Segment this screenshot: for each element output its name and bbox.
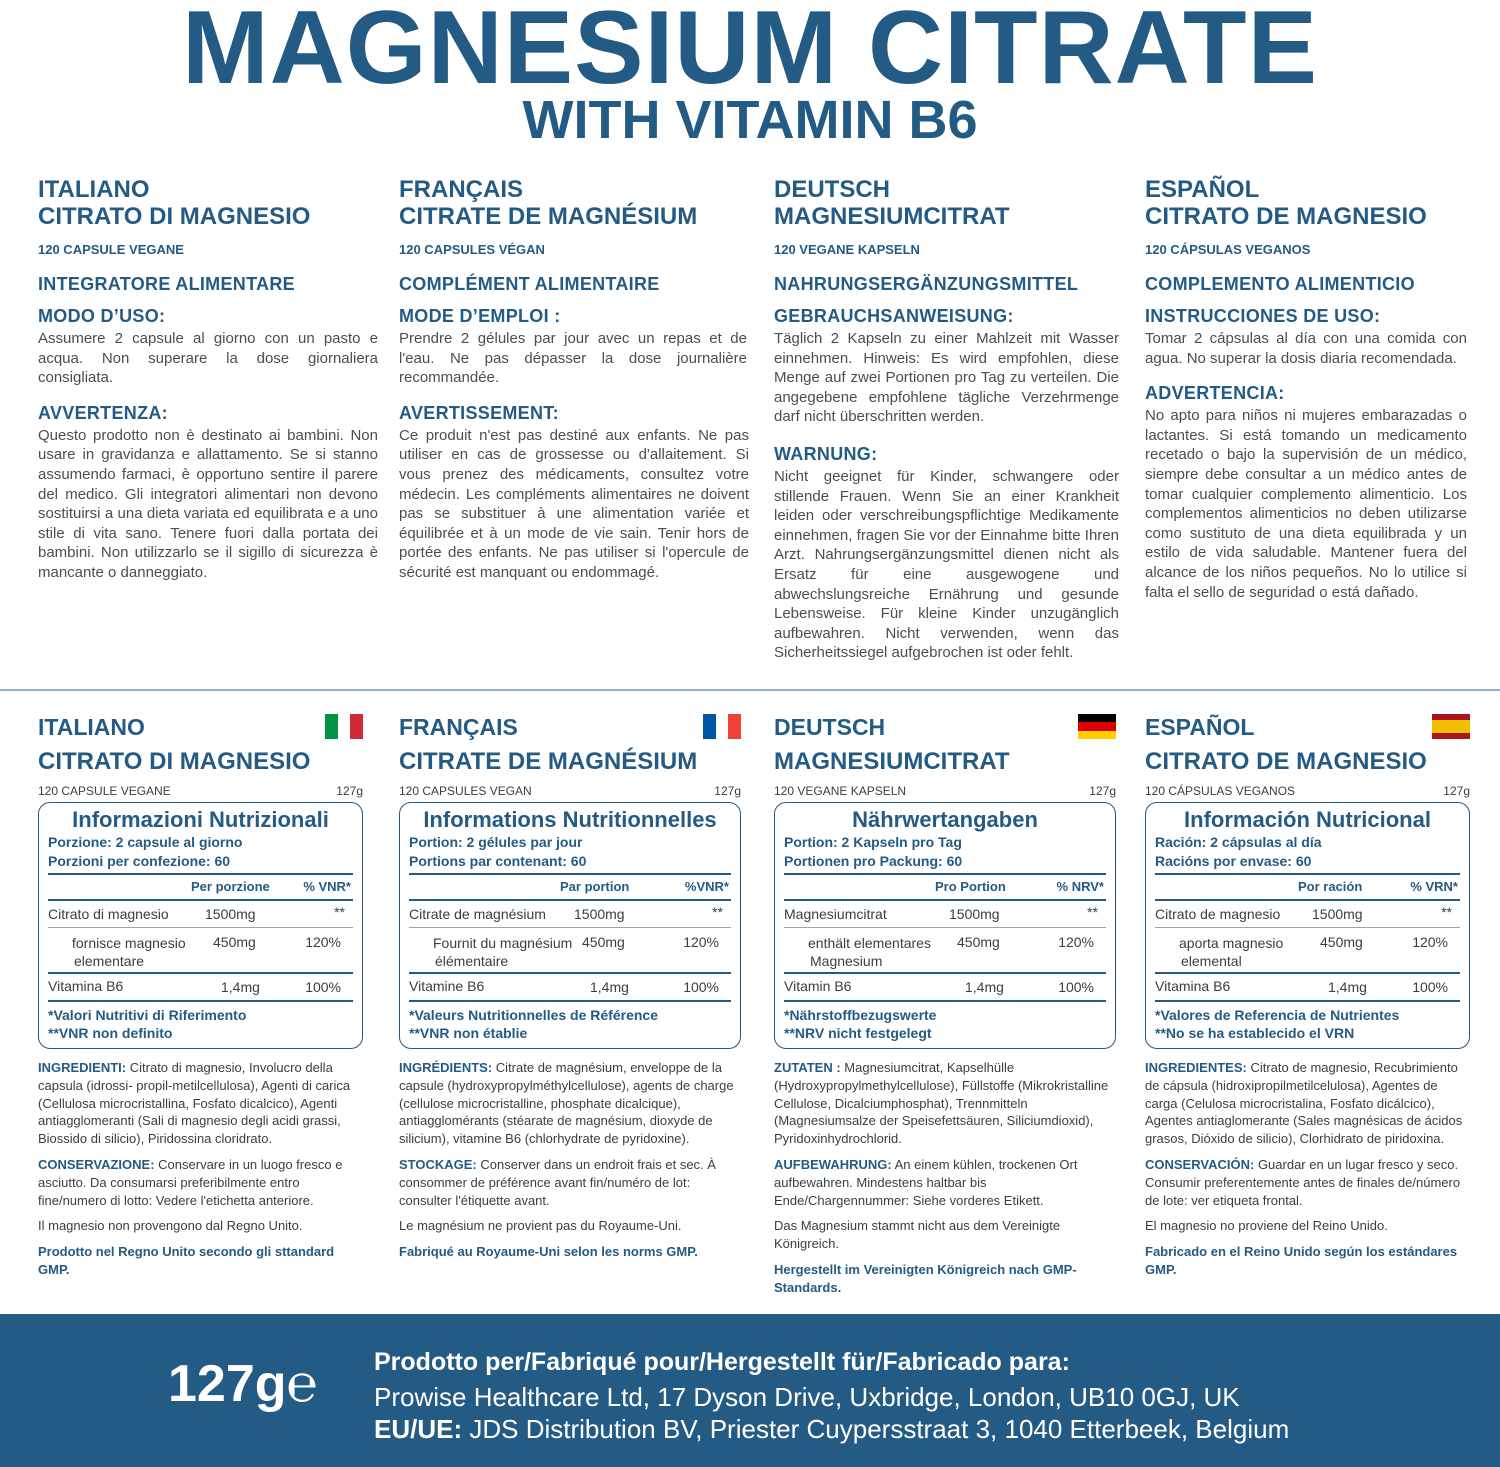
ingredients-text: Citrato di magnesio, Involucro della capsula (idrossi- propil-metilcellulosa), Agenti di carica (Cellulosa microcristallina, Fosfato dicalcico), Agenti antiagglomeranti (Sali di magnesio degli acidi grassi, Biossido di silicio), Piridossina cloridrato. bbox=[38, 1060, 351, 1147]
weight: 127g bbox=[336, 784, 363, 798]
footnote-undefined: **VNR non definito bbox=[48, 1025, 173, 1041]
ingredients-block bbox=[399, 1059, 741, 1261]
ingredients-block bbox=[38, 1059, 363, 1279]
table-rule bbox=[1155, 1000, 1460, 1002]
nutrient-reference: 100% bbox=[305, 979, 341, 995]
label-heading bbox=[399, 712, 741, 784]
table-rule bbox=[784, 927, 1106, 928]
nutrition-table bbox=[399, 802, 741, 1049]
nutrient-name: aporta magnesio elemental bbox=[1179, 935, 1284, 969]
nutrient-amount: 450mg bbox=[957, 934, 1000, 950]
flag-icon bbox=[325, 714, 363, 739]
footnote-reference: *Nährstoffbezugswerte bbox=[784, 1007, 937, 1023]
usage-text: Täglich 2 Kapseln zu einer Mahlzeit mit Wasser einnehmen. Hinweis: Es wird empfohlen, diese Menge auf zwei Portionen pro Tag zu verteilen. Die angegebene empfohlene tägliche Verzehrmenge darf nicht überschritten werden. bbox=[774, 330, 1119, 426]
section-divider bbox=[0, 689, 1500, 691]
nutrient-reference: 120% bbox=[683, 934, 719, 950]
servings-per-pack: Porzioni per confezione: 60 bbox=[48, 853, 231, 869]
storage-label: STOCKAGE: bbox=[399, 1156, 477, 1172]
nutrient-reference: 120% bbox=[1058, 934, 1094, 950]
nutrient-reference: ** bbox=[334, 904, 345, 920]
table-header-row bbox=[409, 877, 731, 897]
bottom-column-italian bbox=[38, 712, 363, 1287]
capsule-count: 120 CAPSULES VÉGAN bbox=[399, 242, 545, 257]
nutrient-name: Vitamina B6 bbox=[1155, 978, 1231, 994]
table-row bbox=[1155, 976, 1460, 998]
table-rule bbox=[409, 972, 731, 974]
capsule-count: 120 CÁPSULAS VEGANOS bbox=[1145, 242, 1311, 257]
product-name: CITRATE DE MAGNÉSIUM bbox=[399, 748, 698, 775]
table-rule bbox=[1155, 873, 1460, 875]
eu-address-line bbox=[374, 1414, 1289, 1445]
nutrient-reference: ** bbox=[712, 904, 723, 920]
footnote-undefined: **VNR non établie bbox=[409, 1025, 528, 1041]
table-header-row bbox=[48, 877, 353, 897]
language-heading: ESPAÑOL bbox=[1145, 714, 1255, 740]
gmp-note: Fabriqué au Royaume-Uni selon les norms GMP. bbox=[399, 1244, 698, 1260]
nutrient-name: fornisce magnesio elementare bbox=[72, 935, 186, 969]
gmp-note: Fabricado en el Reino Unido según los estándares GMP. bbox=[1145, 1244, 1458, 1277]
table-rule bbox=[409, 899, 731, 901]
nutrition-title: Informazioni Nutrizionali bbox=[72, 807, 329, 832]
label-heading bbox=[774, 712, 1116, 784]
warning-text: No apto para niños ni mujeres embarazadas o lactantes. Si está tomando un medicamento recetado o bajo la supervisión de un médico, siempre debe consultar a un médico antes de tomar cualquier complemento alimenticio. Los complementos alimenticios no deben utilizarse como sustituto de una dieta equilibrada y un estilo de vida saludable. Mantener fuera del alcance de los niños pequeños. No lo utilice si falta el sello de seguridad o está dañado. bbox=[1145, 407, 1467, 601]
nutrient-name: Citrato de magnesio bbox=[1155, 906, 1281, 922]
usage-text: Tomar 2 cápsulas al día con una comida con agua. No superar la dosis diaria recomendada. bbox=[1145, 330, 1467, 367]
table-rule bbox=[1155, 899, 1460, 901]
footer-band bbox=[0, 1314, 1500, 1467]
eu-address: JDS Distribution BV, Priester Cuypersstraat 3, 1040 Etterbeek, Belgium bbox=[469, 1414, 1290, 1444]
language-heading: DEUTSCH bbox=[774, 176, 891, 203]
flag-icon bbox=[1078, 714, 1116, 739]
nutrient-amount: 1500mg bbox=[205, 906, 256, 922]
supplement-type: COMPLEMENTO ALIMENTICIO bbox=[1145, 274, 1415, 294]
table-row bbox=[409, 976, 731, 998]
nutrient-name: enthält elementares Magnesium bbox=[808, 935, 931, 969]
bottom-column-spanish bbox=[1145, 712, 1470, 1287]
reference-header: % VRN* bbox=[1410, 879, 1458, 894]
table-rule bbox=[48, 1000, 353, 1002]
storage-label: CONSERVAZIONE: bbox=[38, 1156, 155, 1172]
product-name: CITRATO DE MAGNESIO bbox=[1145, 748, 1427, 775]
usage-title: MODE D’EMPLOI : bbox=[399, 306, 561, 326]
supplement-type: NAHRUNGSERGÄNZUNGSMITTEL bbox=[774, 274, 1079, 294]
bottom-column-french bbox=[399, 712, 741, 1269]
serving-size: Porzione: 2 capsule al giorno bbox=[48, 834, 243, 850]
nutrient-amount: 1,4mg bbox=[1328, 979, 1367, 995]
table-rule bbox=[409, 927, 731, 928]
weight: 127g bbox=[1443, 784, 1470, 798]
warning-title: WARNUNG: bbox=[774, 443, 878, 464]
serving-size: Portion: 2 Kapseln pro Tag bbox=[784, 834, 962, 850]
eu-label: EU/UE: bbox=[374, 1414, 463, 1444]
per-serving-header: Por ración bbox=[1298, 879, 1363, 894]
nutrition-table bbox=[774, 802, 1116, 1049]
ingredients-block bbox=[774, 1059, 1116, 1297]
nutrient-reference: 100% bbox=[683, 979, 719, 995]
ingredients-label: INGREDIENTI: bbox=[38, 1060, 127, 1075]
capsule-line bbox=[38, 784, 363, 800]
ingredients-text: Magnesiumcitrat, Kapselhülle (Hydroxypropylmethylcellulose), Füllstoffe (Mikrokristalline Cellulose, Dicalciumphosphat), Trennmitteln (Magnesiumsalze der Speisefettsäuren, Siliciumdioxid), Pyridoxinhydrochlorid. bbox=[774, 1060, 1109, 1147]
warning-text: Nicht geeignet für Kinder, schwangere oder stillende Frauen. Wenn Sie an einer Krankheit leiden oder verschreibungspflichtige Medikamente einnehmen, fragen Sie vor der Einnahme bitte Ihren Arzt. Nahrungsergänzungsmittel dienen nicht als Ersatz für eine ausgewogene und abwechslungsreiche Ernährung und gesunde Lebensweise. Für kleine Kinder unzugänglich aufbewahren. Nicht verwenden, wenn das Sicherheitssiegel aufgebrochen ist oder fehlt. bbox=[774, 467, 1119, 662]
nutrition-table bbox=[1145, 802, 1470, 1049]
language-heading: ITALIANO bbox=[38, 176, 150, 203]
nutrient-amount: 450mg bbox=[1320, 934, 1363, 950]
nutrient-name: Citrato di magnesio bbox=[48, 906, 169, 922]
origin-note: Il magnesio non provengono dal Regno Unito. bbox=[38, 1218, 303, 1234]
table-rule bbox=[1155, 972, 1460, 974]
nutrition-table bbox=[38, 802, 363, 1049]
made-for-label: Prodotto per/Fabriqué pour/Hergestellt für/Fabricado para: bbox=[374, 1348, 1070, 1376]
table-row bbox=[48, 903, 353, 925]
product-name: MAGNESIUMCITRAT bbox=[774, 748, 1010, 775]
usage-text: Assumere 2 capsule al giorno con un pasto e acqua. Non superare la dose giornaliera consigliata. bbox=[38, 330, 378, 387]
per-serving-header: Pro Portion bbox=[935, 879, 1006, 894]
per-serving-header: Par portion bbox=[560, 879, 630, 894]
footnote-undefined: **No se ha establecido el VRN bbox=[1155, 1025, 1355, 1041]
estimated-sign-icon: ℮ bbox=[286, 1355, 318, 1413]
usage-title: INSTRUCCIONES DE USO: bbox=[1145, 306, 1381, 326]
nutrient-name: Magnesiumcitrat bbox=[784, 906, 887, 922]
gmp-note: Prodotto nel Regno Unito secondo gli sttandard GMP. bbox=[38, 1244, 335, 1277]
nutrient-amount: 1,4mg bbox=[221, 979, 260, 995]
nutrient-amount: 450mg bbox=[582, 934, 625, 950]
warning-title: ADVERTENCIA: bbox=[1145, 383, 1285, 404]
ingredients-block bbox=[1145, 1059, 1470, 1279]
nutrient-name: Vitamine B6 bbox=[409, 978, 485, 994]
language-heading: DEUTSCH bbox=[774, 714, 886, 740]
nutrition-title: Informations Nutritionnelles bbox=[423, 807, 717, 832]
capsule-count: 120 CÁPSULAS VEGANOS bbox=[1145, 784, 1296, 798]
nutrient-name: Vitamin B6 bbox=[784, 978, 852, 994]
table-row bbox=[1155, 903, 1460, 925]
language-heading: ITALIANO bbox=[38, 714, 145, 740]
table-rule bbox=[48, 873, 353, 875]
ingredients-label: ZUTATEN : bbox=[774, 1060, 841, 1075]
table-row bbox=[409, 930, 731, 970]
table-rule bbox=[48, 927, 353, 928]
warning-text: Ce produit n'est pas destiné aux enfants. Ne pas utiliser en cas de grossesse ou d'allaitement. Si vous prenez des médicaments, consultez votre médecin. Les compléments alimentaires ne doivent pas se substituer à une alimentation variée et équilibrée et à un mode de vie sain. Tenir hors de portée des enfants. Ne pas utiliser si l'opercule de sécurité est manquant ou endommagé. bbox=[399, 426, 749, 581]
ingredients bbox=[38, 1059, 363, 1148]
nutrient-amount: 1500mg bbox=[574, 906, 625, 922]
serving-size: Portion: 2 gélules par jour bbox=[409, 834, 583, 850]
nutrient-amount: 1500mg bbox=[949, 906, 1000, 922]
usage-title: GEBRAUCHSANWEISUNG: bbox=[774, 306, 1014, 326]
storage-text: Guardar en un lugar fresco y seco. Consumir preferentemente antes de finales de/número de lote: ver etiqueta frontal. bbox=[1145, 1156, 1461, 1208]
product-name: CITRATO DE MAGNESIO bbox=[1145, 203, 1427, 230]
ingredients-label: INGRÉDIENTS: bbox=[399, 1060, 493, 1075]
nutrient-reference: 100% bbox=[1058, 979, 1094, 995]
net-weight: 127g℮ bbox=[168, 1355, 318, 1413]
storage-text: Conserver dans un endroit frais et sec. À consommer de préférence avant fin/numéro de lot: consulter l'étiquette avant. bbox=[399, 1156, 716, 1208]
nutrient-reference: 120% bbox=[1412, 934, 1448, 950]
supplement-type: INTEGRATORE ALIMENTARE bbox=[38, 274, 295, 294]
storage-label: AUFBEWAHRUNG: bbox=[774, 1156, 892, 1172]
origin-note: Das Magnesium stammt nicht aus dem Vereinigte Königreich. bbox=[774, 1218, 1061, 1252]
table-row bbox=[1155, 930, 1460, 970]
capsule-line bbox=[774, 784, 1116, 800]
nutrition-title: Nährwertangaben bbox=[852, 807, 1038, 832]
reference-header: % NRV* bbox=[1056, 879, 1104, 894]
nutrition-title: Información Nutricional bbox=[1184, 807, 1431, 832]
flag-icon bbox=[1432, 714, 1470, 739]
footnote-reference: *Valori Nutritivi di Riferimento bbox=[48, 1007, 247, 1023]
table-rule bbox=[409, 1000, 731, 1002]
table-row bbox=[784, 976, 1106, 998]
table-rule bbox=[784, 873, 1106, 875]
footnote-undefined: **NRV nicht festgelegt bbox=[784, 1025, 932, 1041]
reference-header: % VNR* bbox=[303, 879, 351, 894]
capsule-count: 120 CAPSULE VEGANE bbox=[38, 784, 171, 798]
usage-text: Prendre 2 gélules par jour avec un repas et de l'eau. Ne pas dépasser la dose journalière recommandée. bbox=[399, 330, 747, 387]
table-rule bbox=[784, 972, 1106, 974]
footnote-reference: *Valeurs Nutritionnelles de Référence bbox=[409, 1007, 658, 1023]
product-name: CITRATO DI MAGNESIO bbox=[38, 203, 311, 230]
capsule-line bbox=[1145, 784, 1470, 800]
table-rule bbox=[48, 972, 353, 974]
ingredients bbox=[774, 1059, 1116, 1148]
flag-icon bbox=[703, 714, 741, 739]
nutrient-reference: 120% bbox=[305, 934, 341, 950]
bottom-column-german bbox=[774, 712, 1116, 1305]
nutrient-amount: 1,4mg bbox=[965, 979, 1004, 995]
nutrient-reference: ** bbox=[1087, 904, 1098, 920]
table-row bbox=[784, 903, 1106, 925]
top-column-italian bbox=[38, 176, 378, 583]
subtitle: WITH VITAMIN B6 bbox=[522, 90, 978, 150]
capsule-line bbox=[399, 784, 741, 800]
warning-text: Questo prodotto non è destinato ai bambini. Non usare in gravidanza e allattamento. Se si stanno assumendo farmaci, è opportuno sentire il parere del medico. Gli integratori alimentari non devono sostituirsi a una dieta variata ed equilibrata e a uno stile di vita sano. Tenere fuori dalla portata dei bambini. Non utilizzarlo se il sigillo di sicurezza è mancante o danneggiato. bbox=[38, 426, 378, 581]
origin-note: Le magnésium ne provient pas du Royaume-Uni. bbox=[399, 1218, 682, 1234]
servings-per-pack: Portionen pro Packung: 60 bbox=[784, 853, 963, 869]
storage-text: Conservare in un luogo fresco e asciutto. Da consumarsi preferibilmente entro fine/numero di lotto: Vedere l'etichetta anteriore. bbox=[38, 1156, 343, 1208]
ingredients-text: Citrate de magnésium, enveloppe de la capsule (hydroxypropylméthylcellulose), agents de charge (cellulose microcristalline, phosphate dicalcique), antiagglomérants (stéarate de magnésium, dioxyde de silicium), vitamine B6 (chlorhydrate de pyridoxine). bbox=[399, 1060, 734, 1147]
table-row bbox=[48, 976, 353, 998]
footnote-reference: *Valores de Referencia de Nutrientes bbox=[1155, 1007, 1400, 1023]
ingredients bbox=[399, 1059, 741, 1148]
product-name: MAGNESIUMCITRAT bbox=[774, 203, 1010, 230]
top-column-german bbox=[774, 176, 1119, 663]
storage bbox=[1145, 1156, 1470, 1209]
origin-note: El magnesio no proviene del Reino Unido. bbox=[1145, 1218, 1388, 1234]
weight: 127g bbox=[714, 784, 741, 798]
table-row bbox=[48, 930, 353, 970]
language-heading: FRANÇAIS bbox=[399, 714, 518, 740]
capsule-count: 120 CAPSULES VEGAN bbox=[399, 784, 532, 798]
label-heading bbox=[38, 712, 363, 784]
header bbox=[0, 0, 1500, 160]
table-rule bbox=[784, 1000, 1106, 1002]
table-header-row bbox=[1155, 877, 1460, 897]
nutrient-name: Fournit du magnésium élémentaire bbox=[433, 935, 573, 969]
table-rule bbox=[784, 899, 1106, 901]
product-name: CITRATO DI MAGNESIO bbox=[38, 748, 311, 775]
top-column-french bbox=[399, 176, 749, 583]
nutrient-name: Vitamina B6 bbox=[48, 978, 124, 994]
top-column-spanish bbox=[1145, 176, 1467, 602]
nutrient-amount: 450mg bbox=[213, 934, 256, 950]
warning-title: AVVERTENZA: bbox=[38, 402, 168, 423]
storage bbox=[38, 1156, 363, 1209]
table-rule bbox=[48, 899, 353, 901]
storage bbox=[399, 1156, 741, 1209]
label-heading bbox=[1145, 712, 1470, 784]
serving-size: Ración: 2 cápsulas al día bbox=[1155, 834, 1322, 850]
language-heading: FRANÇAIS bbox=[399, 176, 523, 203]
nutrient-amount: 1500mg bbox=[1312, 906, 1363, 922]
nutrient-reference: ** bbox=[1441, 904, 1452, 920]
servings-per-pack: Portions par contenant: 60 bbox=[409, 853, 587, 869]
gmp-note: Hergestellt im Vereinigten Königreich nach GMP-Standards. bbox=[774, 1261, 1077, 1295]
table-header-row bbox=[784, 877, 1106, 897]
nutrient-amount: 1,4mg bbox=[590, 979, 629, 995]
table-row bbox=[409, 903, 731, 925]
main-title: MAGNESIUM CITRATE bbox=[182, 0, 1318, 106]
table-rule bbox=[1155, 927, 1460, 928]
storage bbox=[774, 1156, 1116, 1209]
storage-label: CONSERVACIÓN: bbox=[1145, 1156, 1255, 1172]
product-name: CITRATE DE MAGNÉSIUM bbox=[399, 203, 698, 230]
usage-title: MODO D’USO: bbox=[38, 306, 166, 326]
storage-text: An einem kühlen, trockenen Ort aufbewahren. Mindestens haltbar bis Ende/Chargennummer: Siehe vorderes Etikett. bbox=[774, 1156, 1078, 1208]
ingredients-text: Citrato de magnesio, Recubrimiento de cápsula (hidroxipropilmetilcelulosa), Agentes de carga (Celulosa microcristalina, Fosfato dicálcico), Agentes antiaglomerante (Sales magnésicas de ácidos grasos, Dióxido de silicio), Clorhidrato de piridoxina. bbox=[1145, 1060, 1463, 1147]
language-heading: ESPAÑOL bbox=[1145, 176, 1260, 203]
per-serving-header: Per porzione bbox=[191, 879, 270, 894]
capsule-count: 120 CAPSULE VEGANE bbox=[38, 242, 184, 257]
nutrient-reference: 100% bbox=[1412, 979, 1448, 995]
warning-title: AVERTISSEMENT: bbox=[399, 402, 559, 423]
table-rule bbox=[409, 873, 731, 875]
supplement-type: COMPLÉMENT ALIMENTAIRE bbox=[399, 274, 660, 294]
weight: 127g bbox=[1089, 784, 1116, 798]
ingredients-label: INGREDIENTES: bbox=[1145, 1060, 1247, 1075]
reference-header: %VNR* bbox=[684, 879, 729, 894]
table-row bbox=[784, 930, 1106, 970]
servings-per-pack: Racións por envase: 60 bbox=[1155, 853, 1312, 869]
uk-address: Prowise Healthcare Ltd, 17 Dyson Drive, Uxbridge, London, UB10 0GJ, UK bbox=[374, 1382, 1240, 1412]
capsule-count: 120 VEGANE KAPSELN bbox=[774, 242, 920, 257]
nutrient-name: Citrate de magnésium bbox=[409, 906, 546, 922]
ingredients bbox=[1145, 1059, 1470, 1148]
capsule-count: 120 VEGANE KAPSELN bbox=[774, 784, 907, 798]
